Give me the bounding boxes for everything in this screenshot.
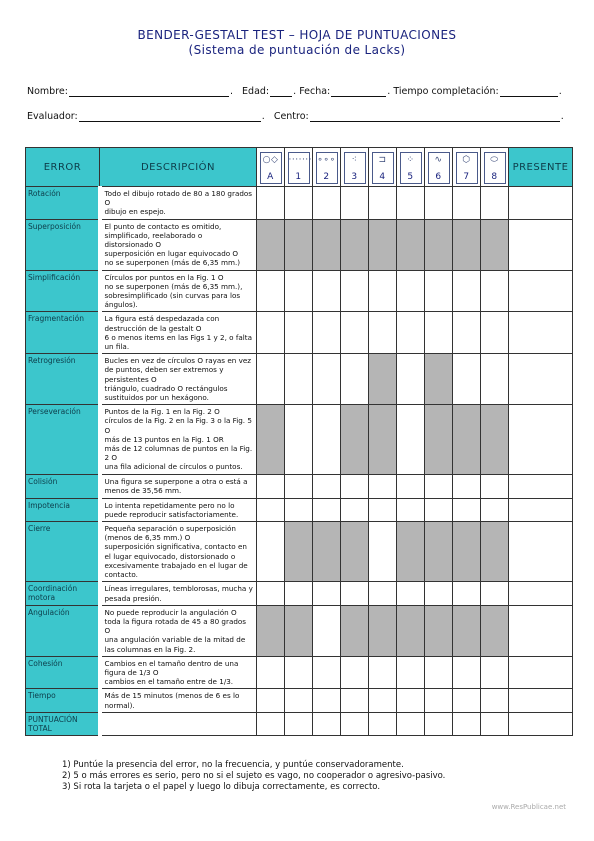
score-cell[interactable] xyxy=(481,582,509,605)
error-name: Impotencia xyxy=(26,498,100,521)
score-cell[interactable] xyxy=(285,475,313,498)
na-cell xyxy=(341,405,369,475)
score-cell[interactable] xyxy=(285,354,313,405)
na-cell xyxy=(285,219,313,270)
na-cell xyxy=(369,219,397,270)
score-cell[interactable] xyxy=(313,187,341,220)
nombre-label: Nombre: xyxy=(27,86,68,97)
figure-number: 3 xyxy=(351,172,358,182)
error-description: Líneas irregulares, temblorosas, mucha y pesada presión. xyxy=(100,582,257,605)
table-row xyxy=(26,712,573,735)
na-cell xyxy=(481,522,509,582)
error-name: Cierre xyxy=(26,522,100,582)
na-cell xyxy=(453,219,481,270)
score-cell[interactable] xyxy=(257,312,285,354)
figure-card xyxy=(372,152,394,184)
figure-number: 8 xyxy=(491,172,498,182)
figure-header-8 xyxy=(481,148,509,187)
error-name: Colisión xyxy=(26,475,100,498)
score-cell[interactable] xyxy=(481,354,509,405)
edad-field[interactable] xyxy=(270,86,292,97)
score-cell[interactable] xyxy=(257,475,285,498)
presente-cell[interactable] xyxy=(509,689,573,712)
figure-card xyxy=(288,152,313,184)
presente-cell[interactable] xyxy=(509,270,573,312)
score-cell[interactable] xyxy=(285,689,313,712)
circle-diamond-icon: ○◇ xyxy=(262,155,279,165)
na-cell xyxy=(397,605,425,656)
evaluador-field[interactable] xyxy=(79,111,261,122)
score-cell[interactable] xyxy=(397,656,425,689)
score-cell[interactable] xyxy=(341,582,369,605)
square-curve-icon: ⊐ xyxy=(378,155,387,165)
error-name: Superposición xyxy=(26,219,100,270)
score-cell[interactable] xyxy=(341,354,369,405)
score-cell[interactable] xyxy=(425,712,453,735)
score-cell[interactable] xyxy=(397,405,425,475)
error-description: El punto de contacto es omitido, simplificado, reelaborado o distorsionado O superposición en lugar equivocado O no se superponen (más de 6,35 mm.) xyxy=(100,219,257,270)
na-cell xyxy=(285,605,313,656)
score-cell[interactable] xyxy=(369,475,397,498)
score-cell[interactable] xyxy=(285,582,313,605)
score-cell[interactable] xyxy=(257,498,285,521)
score-cell[interactable] xyxy=(369,312,397,354)
figure-card xyxy=(428,152,450,184)
error-name: Simplificación xyxy=(26,270,100,312)
na-cell xyxy=(481,605,509,656)
score-cell[interactable] xyxy=(453,270,481,312)
score-cell[interactable] xyxy=(453,582,481,605)
score-cell[interactable] xyxy=(453,689,481,712)
score-cell[interactable] xyxy=(341,498,369,521)
score-cell[interactable] xyxy=(313,689,341,712)
presente-cell[interactable] xyxy=(509,605,573,656)
score-cell[interactable] xyxy=(257,656,285,689)
score-cell[interactable] xyxy=(257,522,285,582)
error-name: Perseveración xyxy=(26,405,100,475)
table-row xyxy=(26,689,573,712)
score-cell[interactable] xyxy=(481,712,509,735)
score-cell[interactable] xyxy=(369,582,397,605)
error-name: PUNTUACIÓN TOTAL xyxy=(26,712,100,735)
figure-header-4 xyxy=(369,148,397,187)
centro-label: Centro: xyxy=(273,111,309,122)
score-cell[interactable] xyxy=(397,498,425,521)
na-cell xyxy=(397,219,425,270)
presente-cell[interactable] xyxy=(509,405,573,475)
wave-cross-icon: ∿ xyxy=(434,155,443,165)
score-cell[interactable] xyxy=(397,270,425,312)
figure-number: 2 xyxy=(323,172,330,182)
na-cell xyxy=(453,605,481,656)
score-cell[interactable] xyxy=(481,475,509,498)
presente-cell[interactable] xyxy=(509,656,573,689)
description-header: DESCRIPCIÓN xyxy=(100,148,257,187)
score-cell[interactable] xyxy=(285,312,313,354)
error-description: No puede reproducir la angulación O toda la figura rotada de 45 a 80 grados O una angulación variable de la mitad de las columnas en la Fig. 2. xyxy=(100,605,257,656)
error-description: Una figura se superpone a otra o está a menos de 35,56 mm. xyxy=(100,475,257,498)
score-cell[interactable] xyxy=(313,712,341,735)
na-cell xyxy=(313,219,341,270)
tiempo-field[interactable] xyxy=(500,86,558,97)
score-cell[interactable] xyxy=(397,582,425,605)
score-cell[interactable] xyxy=(397,475,425,498)
error-description: Bucles en vez de círculos O rayas en vez de puntos, deben ser extremos y persistentes O triángulo, cuadrado O rectángulos sustituidos por un hexágono. xyxy=(100,354,257,405)
table-row xyxy=(26,522,573,582)
figure-card xyxy=(484,152,506,184)
presente-cell[interactable] xyxy=(509,712,573,735)
error-description: Puntos de la Fig. 1 en la Fig. 2 O círculos de la Fig. 2 en la Fig. 3 o la Fig. 5 O más de 13 puntos en la Fig. 1 OR más de 12 columnas de puntos en la Fig. 2 O una fila adicional de círculos o puntos. xyxy=(100,405,257,475)
presente-cell[interactable] xyxy=(509,187,573,220)
form-row-1: Nombre: . Edad: . Fecha: . Tiempo completación: . xyxy=(27,86,562,97)
score-cell[interactable] xyxy=(425,187,453,220)
figure-number: 4 xyxy=(379,172,386,182)
figure-card xyxy=(456,152,478,184)
score-cell[interactable] xyxy=(397,354,425,405)
table-header-row xyxy=(26,148,573,187)
fecha-label: Fecha: xyxy=(299,86,331,97)
na-cell xyxy=(425,354,453,405)
score-cell[interactable] xyxy=(481,498,509,521)
presente-header: PRESENTE xyxy=(509,148,573,187)
error-description: Pequeña separación o superposición (menos de 6,35 mm.) O superposición significativa, contacto en el lugar equivocado, distorsionado o excesivamente trabajado en el lugar de contacto. xyxy=(100,522,257,582)
score-cell[interactable] xyxy=(453,312,481,354)
score-cell[interactable] xyxy=(341,312,369,354)
score-cell[interactable] xyxy=(397,689,425,712)
score-cell[interactable] xyxy=(285,405,313,475)
figure-number: 5 xyxy=(407,172,414,182)
centro-field[interactable] xyxy=(310,111,560,122)
score-cell[interactable] xyxy=(341,187,369,220)
presente-cell[interactable] xyxy=(509,475,573,498)
score-cell[interactable] xyxy=(425,312,453,354)
error-name: Retrogresión xyxy=(26,354,100,405)
presente-cell[interactable] xyxy=(509,498,573,521)
na-cell xyxy=(313,522,341,582)
table-row xyxy=(26,270,573,312)
score-cell[interactable] xyxy=(481,312,509,354)
table-row xyxy=(26,582,573,605)
score-cell[interactable] xyxy=(481,689,509,712)
score-cell[interactable] xyxy=(369,498,397,521)
na-cell xyxy=(341,605,369,656)
score-cell[interactable] xyxy=(369,187,397,220)
score-cell[interactable] xyxy=(369,270,397,312)
na-cell xyxy=(341,219,369,270)
score-cell[interactable] xyxy=(313,312,341,354)
hexagons-icon: ⬡ xyxy=(462,155,471,165)
table-row xyxy=(26,219,573,270)
figure-header-A xyxy=(257,148,285,187)
presente-cell[interactable] xyxy=(509,312,573,354)
note-2: 2) 5 o más errores es serio, pero no si el sujeto es vago, no cooperador o agresivo-pasivo. xyxy=(62,771,446,781)
score-cell[interactable] xyxy=(257,582,285,605)
table-row xyxy=(26,605,573,656)
form-row-2: Evaluador: . Centro: . xyxy=(27,111,564,122)
na-cell xyxy=(341,522,369,582)
na-cell xyxy=(397,522,425,582)
score-cell[interactable] xyxy=(341,712,369,735)
note-1: 1) Puntúe la presencia del error, no la frecuencia, y puntúe conservadoramente. xyxy=(62,760,404,770)
figure-number: 1 xyxy=(295,172,302,182)
score-cell[interactable] xyxy=(313,475,341,498)
score-cell[interactable] xyxy=(425,498,453,521)
score-cell[interactable] xyxy=(257,270,285,312)
figure-number: 7 xyxy=(463,172,470,182)
error-description: Lo intenta repetidamente pero no lo puede reproducir satisfactoriamente. xyxy=(100,498,257,521)
score-cell[interactable] xyxy=(453,354,481,405)
score-cell[interactable] xyxy=(313,605,341,656)
score-cell[interactable] xyxy=(481,656,509,689)
score-cell[interactable] xyxy=(397,712,425,735)
figure-header-6 xyxy=(425,148,453,187)
error-name: Fragmentación xyxy=(26,312,100,354)
fecha-field[interactable] xyxy=(331,86,386,97)
na-cell xyxy=(369,354,397,405)
score-cell[interactable] xyxy=(341,475,369,498)
table-row xyxy=(26,187,573,220)
error-description: Todo el dibujo rotado de 80 a 180 grados O dibujo en espejo. xyxy=(100,187,257,220)
presente-cell[interactable] xyxy=(509,219,573,270)
na-cell xyxy=(285,522,313,582)
table-row xyxy=(26,405,573,475)
dot-arc-icon: ⁘ xyxy=(406,155,415,165)
score-cell[interactable] xyxy=(425,270,453,312)
edad-label: Edad: xyxy=(242,86,270,97)
score-cell[interactable] xyxy=(397,312,425,354)
score-cell[interactable] xyxy=(481,270,509,312)
score-cell[interactable] xyxy=(313,405,341,475)
score-cell[interactable] xyxy=(285,656,313,689)
presente-cell[interactable] xyxy=(509,522,573,582)
score-cell[interactable] xyxy=(341,270,369,312)
na-cell xyxy=(369,405,397,475)
error-name: Cohesión xyxy=(26,656,100,689)
figure-card xyxy=(260,152,282,184)
figure-header-5 xyxy=(397,148,425,187)
score-cell[interactable] xyxy=(453,712,481,735)
score-cell[interactable] xyxy=(369,522,397,582)
page-subtitle: (Sistema de puntuación de Lacks) xyxy=(188,43,406,57)
score-cell[interactable] xyxy=(313,656,341,689)
watermark: www.ResPublicae.net xyxy=(491,803,566,811)
score-cell[interactable] xyxy=(285,270,313,312)
evaluador-label: Evaluador: xyxy=(27,111,78,122)
figure-card xyxy=(400,152,422,184)
presente-cell[interactable] xyxy=(509,582,573,605)
score-cell[interactable] xyxy=(313,270,341,312)
na-cell xyxy=(369,605,397,656)
table-row xyxy=(26,656,573,689)
score-cell[interactable] xyxy=(453,656,481,689)
na-cell xyxy=(425,605,453,656)
page-title: BENDER-GESTALT TEST – HOJA DE PUNTUACIONES xyxy=(137,28,457,42)
figure-number: 6 xyxy=(435,172,442,182)
score-cell[interactable] xyxy=(257,689,285,712)
score-cell[interactable] xyxy=(397,187,425,220)
circle-columns-icon: ∘∘∘ xyxy=(317,155,336,165)
error-description: Más de 15 minutos (menos de 6 es lo normal). xyxy=(100,689,257,712)
figure-header-7 xyxy=(453,148,481,187)
na-cell xyxy=(453,405,481,475)
table-row xyxy=(26,498,573,521)
figure-header-1 xyxy=(285,148,313,187)
figure-header-2 xyxy=(313,148,341,187)
score-cell[interactable] xyxy=(481,187,509,220)
error-name: Coordinación motora xyxy=(26,582,100,605)
score-cell[interactable] xyxy=(369,712,397,735)
score-cell[interactable] xyxy=(341,656,369,689)
error-name: Angulación xyxy=(26,605,100,656)
score-cell[interactable] xyxy=(285,187,313,220)
score-cell[interactable] xyxy=(285,712,313,735)
error-name: Tiempo xyxy=(26,689,100,712)
na-cell xyxy=(257,405,285,475)
figure-card xyxy=(344,152,366,184)
na-cell xyxy=(425,522,453,582)
score-cell[interactable] xyxy=(453,498,481,521)
score-cell[interactable] xyxy=(257,354,285,405)
na-cell xyxy=(425,405,453,475)
note-3: 3) Si rota la tarjeta o el papel y luego lo dibuja correctamente, es correcto. xyxy=(62,782,381,792)
dots-row-icon: ······· xyxy=(288,155,313,165)
table-row xyxy=(26,354,573,405)
figure-header-3 xyxy=(341,148,369,187)
score-cell[interactable] xyxy=(453,475,481,498)
dot-arrow-icon: ⁖ xyxy=(351,155,358,165)
score-cell[interactable] xyxy=(369,689,397,712)
error-name: Rotación xyxy=(26,187,100,220)
figure-number: A xyxy=(267,172,274,182)
score-cell[interactable] xyxy=(341,689,369,712)
error-description: La figura está despedazada con destrucción de la gestalt O 6 o menos items en las Figs 1 y 2, o falta un fila. xyxy=(100,312,257,354)
tiempo-label: Tiempo completación: xyxy=(393,86,499,97)
error-description xyxy=(100,712,257,735)
na-cell xyxy=(481,405,509,475)
na-cell xyxy=(425,219,453,270)
na-cell xyxy=(453,522,481,582)
figure-card xyxy=(316,152,338,184)
score-cell[interactable] xyxy=(425,582,453,605)
error-header: ERROR xyxy=(26,148,100,187)
table-row xyxy=(26,475,573,498)
scoring-table xyxy=(25,147,573,736)
score-cell[interactable] xyxy=(453,187,481,220)
error-description: Cambios en el tamaño dentro de una figura de 1/3 O cambios en el tamaño entre de 1/3. xyxy=(100,656,257,689)
score-cell[interactable] xyxy=(285,498,313,521)
na-cell xyxy=(481,219,509,270)
score-cell[interactable] xyxy=(369,656,397,689)
score-cell[interactable] xyxy=(425,475,453,498)
score-cell[interactable] xyxy=(425,656,453,689)
score-cell[interactable] xyxy=(313,582,341,605)
table-row xyxy=(26,312,573,354)
score-cell[interactable] xyxy=(313,498,341,521)
score-cell[interactable] xyxy=(425,689,453,712)
na-cell xyxy=(257,605,285,656)
score-cell[interactable] xyxy=(313,354,341,405)
hexagon-diamond-icon: ⬭ xyxy=(490,155,499,165)
score-cell[interactable] xyxy=(257,187,285,220)
score-cell[interactable] xyxy=(257,712,285,735)
presente-cell[interactable] xyxy=(509,354,573,405)
error-description: Círculos por puntos en la Fig. 1 O no se superponen (más de 6,35 mm.), sobresimplificado (sin curvas para los ángulos). xyxy=(100,270,257,312)
nombre-field[interactable] xyxy=(69,86,229,97)
na-cell xyxy=(257,219,285,270)
